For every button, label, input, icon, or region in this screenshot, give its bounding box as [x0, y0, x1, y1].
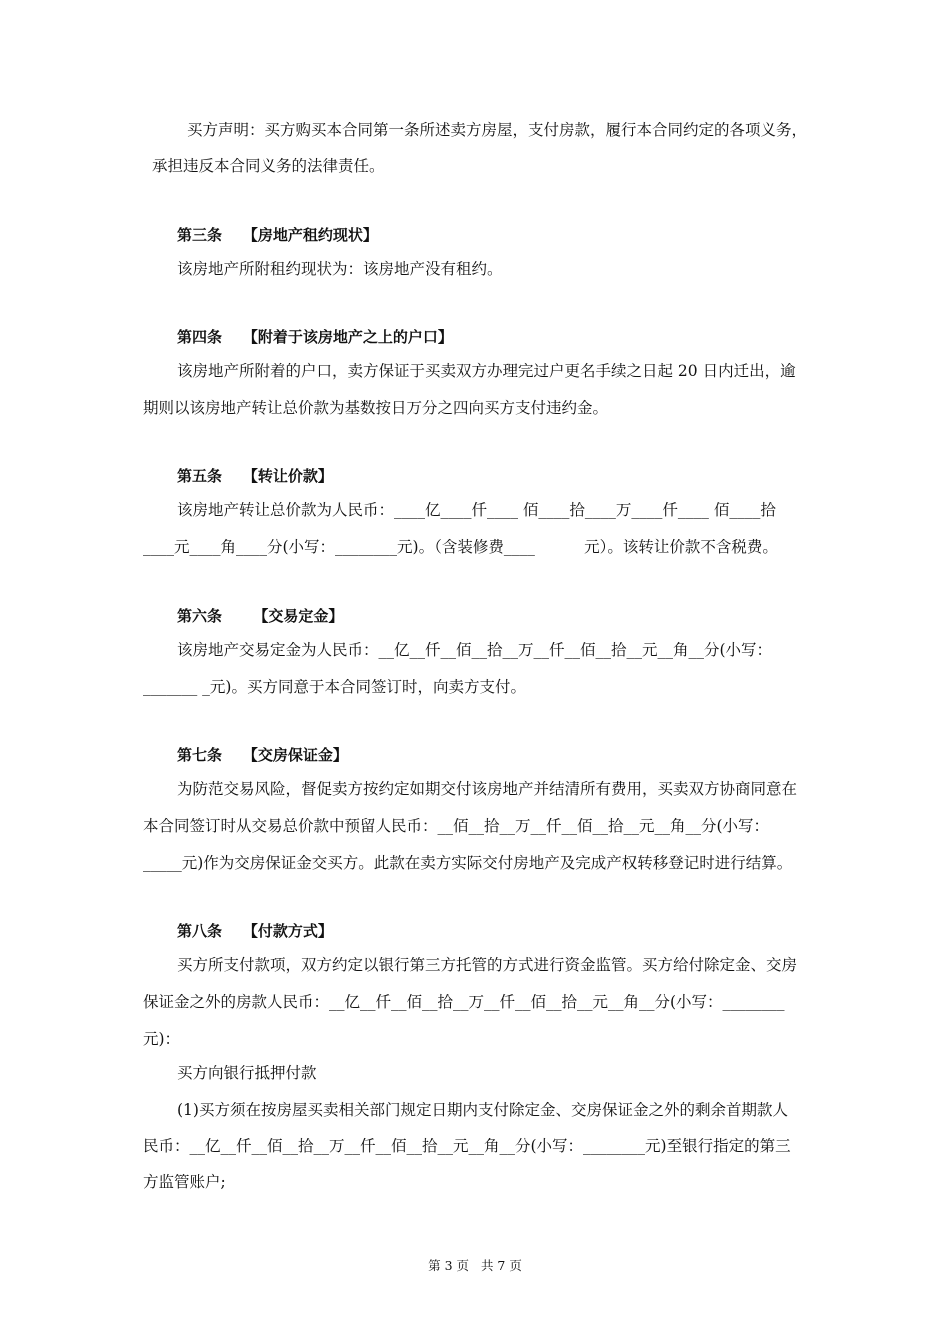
paragraph-line: 买方向银行抵押付款: [177, 1064, 317, 1082]
paragraph-line: 元)：: [143, 1030, 181, 1048]
article-heading: 第七条 【交房保证金】: [177, 746, 348, 764]
paragraph-line: ____元____角____分(小写：________元)。（含装修费____ 元）。该转让价款不含税费。: [143, 538, 778, 556]
paragraph-line: 民币：__亿__仟__佰__拾__万__仟__佰__拾__元__角__分(小写：________元)至银行指定的第三: [143, 1137, 791, 1155]
paragraph-line: _______ _元)。买方同意于本合同签订时，向卖方支付。: [143, 678, 526, 696]
paragraph-line: 保证金之外的房款人民币：__亿__仟__佰__拾__万__仟__佰__拾__元__角__分(小写：________: [143, 993, 785, 1011]
paragraph-line: _____元)作为交房保证金交买方。此款在卖方实际交付房地产及完成产权转移登记时进行结算。: [143, 854, 793, 872]
paragraph-line: 该房地产所附租约现状为：该房地产没有租约。: [177, 260, 503, 278]
paragraph-line: 买方声明：买方购买本合同第一条所述卖方房屋，支付房款，履行本合同约定的各项义务，: [187, 121, 808, 139]
paragraph-line: 期则以该房地产转让总价款为基数按日万分之四向买方支付违约金。: [143, 399, 609, 417]
paragraph-line: 承担违反本合同义务的法律责任。: [152, 157, 385, 175]
article-heading: 第六条 【交易定金】: [177, 607, 344, 625]
article-heading: 第五条 【转让价款】: [177, 467, 333, 485]
page-number-footer: 第 3 页 共 7 页: [428, 1258, 522, 1273]
paragraph-line: 该房地产交易定金为人民币：__亿__仟__佰__拾__万__仟__佰__拾__元__角__分(小写：: [177, 641, 773, 659]
paragraph-line: 该房地产所附着的户口，卖方保证于买卖双方办理完过户更名手续之日起 20 日内迁出，逾: [177, 362, 796, 380]
paragraph-line: 为防范交易风险，督促卖方按约定如期交付该房地产并结清所有费用，买卖双方协商同意在: [177, 780, 798, 798]
article-heading: 第八条 【付款方式】: [177, 922, 333, 940]
article-heading: 第三条 【房地产租约现状】: [177, 226, 378, 244]
paragraph-line: 该房地产转让总价款为人民币：____亿____仟____ 佰____拾____万____仟____ 佰____拾: [177, 501, 776, 519]
paragraph-line: 方监管账户;: [143, 1173, 226, 1191]
paragraph-line: 本合同签订时从交易总价款中预留人民币：__佰__拾__万__仟__佰__拾__元__角__分(小写：: [143, 817, 770, 835]
paragraph-line: 买方所支付款项，双方约定以银行第三方托管的方式进行资金监管。买方给付除定金、交房: [177, 956, 798, 974]
article-heading: 第四条 【附着于该房地产之上的户口】: [177, 328, 453, 346]
paragraph-line: (1)买方须在按房屋买卖相关部门规定日期内支付除定金、交房保证金之外的剩余首期款人: [177, 1101, 788, 1119]
